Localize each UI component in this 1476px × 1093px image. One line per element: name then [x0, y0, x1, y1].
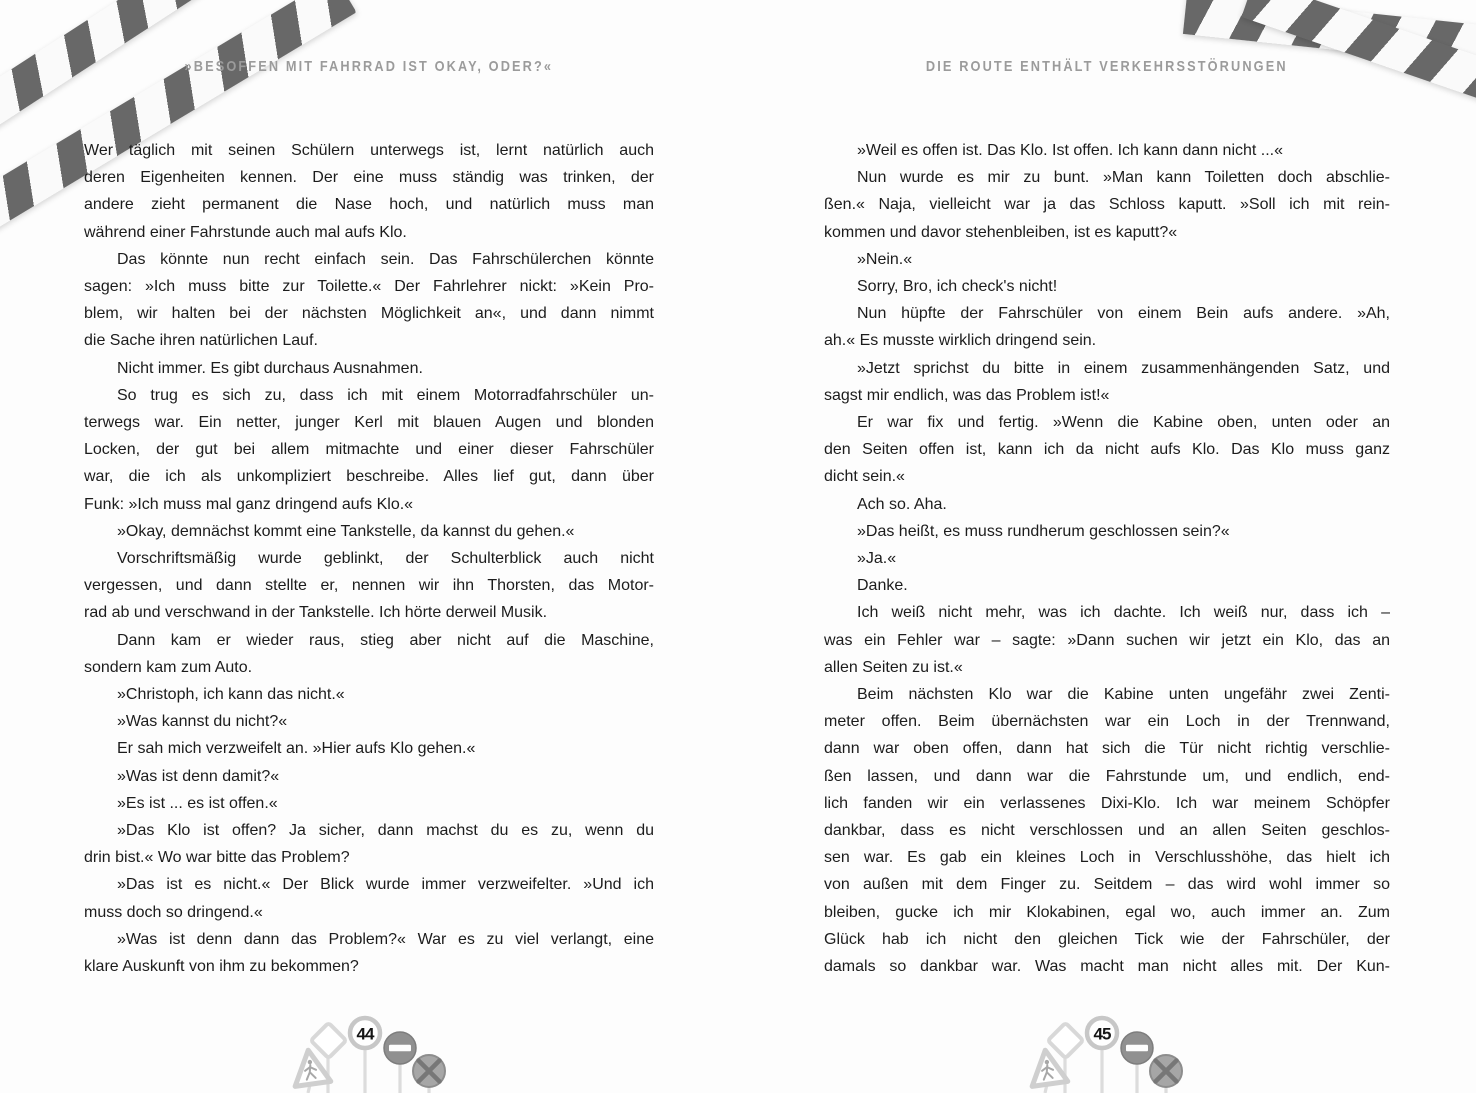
traffic-signs-right [1018, 1000, 1218, 1093]
body-line: muss doch so dringend.« [84, 903, 263, 921]
body-line: »Weil es offen ist. Das Klo. Ist offen. Ich kann dann nicht ...« [857, 142, 1284, 159]
body-line: Wer täglich mit seinen Schülern unterwegs ist, lernt natürlich auch [84, 142, 654, 159]
priority-road-sign-icon [1048, 1023, 1083, 1058]
body-line: deren Eigenheiten kennen. Der eine muss ständig was trinken, der [84, 169, 654, 187]
body-line: »Was kannst du nicht?« [117, 713, 288, 731]
body-line: Beim nächsten Klo war die Kabine unten ungefähr zwei Zenti- [857, 686, 1390, 704]
body-line: den Seiten offen ist, kann ich da nicht aufs Klo. Das Klo muss ganz [824, 441, 1390, 459]
body-line: So trug es sich zu, dass ich mit einem Motorradfahrschüler un- [117, 386, 654, 404]
body-line: andere zieht permanent die Nase hoch, und natürlich muss man [84, 196, 654, 214]
running-head-left [84, 58, 654, 75]
body-line: Glück hab ich nicht den gleichen Tick wie der Fahrschüler, der [824, 930, 1390, 948]
running-head-right [824, 58, 1390, 75]
body-line: Nun wurde es mir zu bunt. »Man kann Toiletten doch abschlie- [857, 169, 1390, 187]
body-line: »Das heißt, es muss rundherum geschlossen sein?« [857, 522, 1230, 540]
body-line: bleiben, gucke ich mir Klokabinen, egal wo, auch immer an. Zum [824, 903, 1390, 921]
traffic-signs-left [281, 1000, 481, 1093]
body-line: Locken, der gut bei allem mitmachte und einer dieser Fahrschüler [84, 441, 654, 459]
body-line: sen war. Es gab ein kleines Loch in Verschlusshöhe, das hielt ich [824, 849, 1390, 867]
page-left-body [84, 137, 654, 980]
body-line: von außen mit dem Finger zu. Seitdem – das wird wohl immer so [824, 876, 1390, 894]
body-line: ßen lassen, und dann war die Fahrstunde um, und endlich, end- [824, 767, 1390, 785]
body-line: rad ab und verschwand in der Tankstelle. Ich hörte derweil Musik. [84, 604, 548, 622]
body-line: lich fanden wir ein verlassenes Dixi-Klo. Ich war meinem Schöpfer [824, 794, 1390, 812]
body-line: »Es ist ... es ist offen.« [117, 794, 278, 812]
body-line: Das könnte nun recht einfach sein. Das Fahrschülerchen könnte [117, 250, 654, 268]
body-line: »Okay, demnächst kommt eine Tankstelle, da kannst du gehen.« [117, 522, 575, 540]
body-line: blem, wir halten bei der nächsten Möglichkeit an«, und dann nimmt [84, 305, 654, 323]
body-line: Ich weiß nicht mehr, was ich dachte. Ich weiß nur, dass ich – [857, 604, 1390, 622]
body-line: »Jetzt sprichst du bitte in einem zusammenhängenden Satz, und [857, 359, 1390, 377]
running-head-right-text: DIE ROUTE ENTHÄLT VERKEHRSSTÖRUNGEN [926, 58, 1288, 75]
body-line: vergessen, und dann stellte er, nennen wir ihn Thorsten, das Motor- [84, 577, 654, 595]
body-line: »Das Klo ist offen? Ja sicher, dann machst du es zu, wenn du [117, 822, 654, 840]
priority-road-sign-icon [311, 1023, 346, 1058]
body-line: dann war oben offen, dann hat sich die Tür nicht richtig verschlie- [824, 740, 1390, 758]
body-line: Nicht immer. Es gibt durchaus Ausnahmen. [117, 359, 423, 377]
body-line: damals so dankbar war. Was macht man nicht alles mit. Der Kun- [824, 958, 1390, 976]
body-line: Vorschriftsmäßig wurde geblinkt, der Schulterblick auch nicht [117, 550, 654, 568]
page-right-body [824, 137, 1390, 980]
body-line: sondern kam zum Auto. [84, 658, 253, 676]
no-stopping-sign-icon [1150, 1055, 1182, 1087]
body-line: Sorry, Bro, ich check's nicht! [857, 278, 1058, 296]
body-line: klare Auskunft von ihm zu bekommen? [84, 958, 359, 976]
body-line: »Was ist denn dann das Problem?« War es zu viel verlangt, eine [117, 930, 654, 948]
body-line: Nun hüpfte der Fahrschüler von einem Bein aufs andere. »Ah, [857, 305, 1390, 323]
body-line: »Christoph, ich kann das nicht.« [117, 686, 345, 704]
body-line: meter offen. Beim übernächsten war ein Loch in der Trennwand, [824, 713, 1390, 731]
body-line: allen Seiten zu ist.« [824, 658, 963, 676]
page-number: 45 [1093, 1024, 1111, 1044]
body-line: sagen: »Ich muss bitte zur Toilette.« Der Fahrlehrer nickt: »Kein Pro- [84, 278, 654, 296]
no-entry-sign-icon [1121, 1032, 1153, 1064]
body-line: kommen und davor stehenbleiben, ist es kaputt?« [824, 223, 1178, 241]
no-stopping-sign-icon [413, 1055, 445, 1087]
body-line: dankbar, dass es nicht verschlossen und an allen Seiten geschlos- [824, 822, 1390, 840]
body-line: Ach so. Aha. [857, 495, 947, 513]
page-number-sign [350, 1018, 380, 1048]
page-number: 44 [356, 1024, 374, 1044]
body-line: während einer Fahrstunde auch mal aufs Klo. [84, 223, 407, 241]
body-line: Danke. [857, 577, 908, 595]
body-line: die Sache ihren natürlichen Lauf. [84, 332, 318, 350]
body-line: Er war fix und fertig. »Wenn die Kabine oben, unten oder an [857, 414, 1390, 432]
body-line: Funk: »Ich muss mal ganz dringend aufs Klo.« [84, 495, 414, 513]
body-line: »Ja.« [857, 550, 897, 568]
body-line: terwegs war. Ein netter, junger Kerl mit blauen Augen und blonden [84, 414, 654, 432]
no-entry-sign-icon [384, 1032, 416, 1064]
body-line: war, die ich als unkompliziert beschreibe. Alles lief gut, dann über [84, 468, 654, 486]
body-line: »Nein.« [857, 250, 913, 268]
body-line: was ein Fehler war – sagte: »Dann suchen wir jetzt ein Klo, das an [824, 631, 1390, 649]
body-line: Dann kam er wieder raus, stieg aber nicht auf die Maschine, [117, 631, 654, 649]
running-head-left-text: »BESOFFEN MIT FAHRRAD IST OKAY, ODER?« [184, 58, 554, 75]
body-line: Er sah mich verzweifelt an. »Hier aufs Klo gehen.« [117, 740, 476, 758]
body-line: ah.« Es musste wirklich dringend sein. [824, 332, 1097, 350]
body-line: sagst mir endlich, was das Problem ist!« [824, 386, 1110, 404]
body-line: »Was ist denn damit?« [117, 767, 280, 785]
body-line: ßen.« Naja, vielleicht war ja das Schloss kaputt. »Soll ich mit rein- [824, 196, 1390, 214]
body-line: dicht sein.« [824, 468, 905, 486]
body-line: drin bist.« Wo war bitte das Problem? [84, 849, 350, 867]
page-number-sign [1087, 1018, 1117, 1048]
body-line: »Das ist es nicht.« Der Blick wurde immer verzweifelter. »Und ich [117, 876, 654, 894]
